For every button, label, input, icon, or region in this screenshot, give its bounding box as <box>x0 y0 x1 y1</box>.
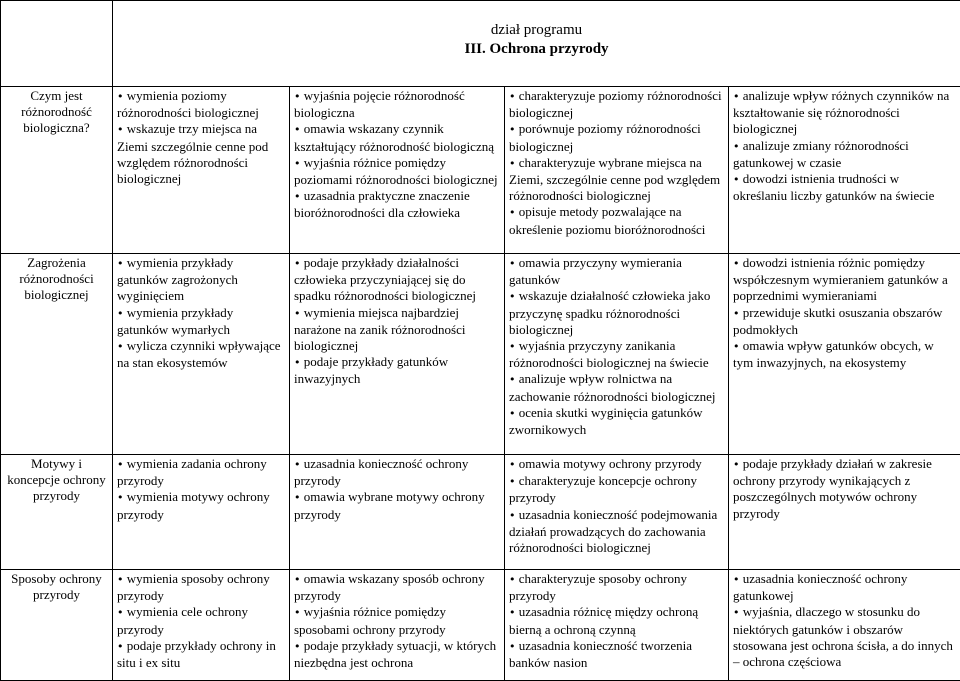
bullet-icon: • <box>733 458 740 471</box>
requirement-text: wymienia cele ochrony przyrody <box>117 604 248 636</box>
requirement-item <box>294 489 500 522</box>
bullet-icon: • <box>294 491 301 504</box>
requirement-item <box>509 638 724 671</box>
requirement-text: dowodzi istnienia trudności w określaniu liczby gatunków na świecie <box>733 171 934 203</box>
requirement-text: uzasadnia praktyczne znaczenie bioróżnorodności dla człowieka <box>294 188 470 220</box>
requirement-text: omawia wskazany czynnik kształtujący różnorodność biologiczną <box>294 121 494 153</box>
requirement-item <box>294 571 500 604</box>
bullet-icon: • <box>117 123 124 136</box>
requirement-item <box>117 638 285 671</box>
requirement-item <box>509 571 724 604</box>
bullet-icon: • <box>733 173 740 186</box>
requirement-text: wymienia sposoby ochrony przyrody <box>117 571 270 603</box>
bullet-icon: • <box>509 475 516 488</box>
requirement-text: podaje przykłady gatunków inwazyjnych <box>294 354 448 386</box>
requirement-item <box>117 489 285 522</box>
requirement-text: omawia wybrane motywy ochrony przyrody <box>294 489 485 521</box>
bullet-icon: • <box>733 573 740 586</box>
requirement-text: wyjaśnia pojęcie różnorodność biologiczna <box>294 88 465 120</box>
requirement-item <box>117 456 285 489</box>
requirement-text: ocenia skutki wyginięcia gatunków zwornikowych <box>509 405 703 437</box>
requirements-cell <box>505 455 729 570</box>
requirements-cell <box>290 570 505 681</box>
requirement-item <box>117 121 285 187</box>
requirement-text: wyjaśnia różnice pomiędzy sposobami ochrony przyrody <box>294 604 446 636</box>
requirement-item <box>117 571 285 604</box>
requirement-text: uzasadnia konieczność tworzenia banków nasion <box>509 638 692 670</box>
requirement-text: podaje przykłady działań w zakresie ochrony przyrody wynikających z poszczególnych motywów ochrony przyrody <box>733 456 932 521</box>
requirement-text: uzasadnia konieczność podejmowania działań prowadzących do zachowania różnorodności biologicznej <box>509 507 717 555</box>
bullet-icon: • <box>294 90 301 103</box>
topic-cell: Sposoby ochrony przyrody <box>1 570 113 681</box>
header-title-cell <box>113 1 960 87</box>
table-row <box>1 87 960 254</box>
bullet-icon: • <box>509 206 516 219</box>
bullet-icon: • <box>294 190 301 203</box>
requirement-item <box>733 456 956 522</box>
requirement-text: wskazuje trzy miejsca na Ziemi szczególnie cenne pod względem różnorodności biologicznej <box>117 121 268 186</box>
requirement-item <box>294 255 500 305</box>
requirement-text: omawia wskazany sposób ochrony przyrody <box>294 571 485 603</box>
requirement-item <box>509 507 724 557</box>
table-header-row <box>1 1 960 87</box>
requirement-text: uzasadnia różnicę między ochroną bierną a ochroną czynną <box>509 604 698 636</box>
requirement-item <box>117 305 285 338</box>
requirement-item <box>509 371 724 404</box>
bullet-icon: • <box>117 340 124 353</box>
topic-cell: Motywy i koncepcje ochrony przyrody <box>1 455 113 570</box>
bullet-icon: • <box>509 373 516 386</box>
requirement-item <box>733 171 956 204</box>
bullet-icon: • <box>733 307 740 320</box>
requirement-item <box>509 88 724 121</box>
requirements-cell <box>290 87 505 254</box>
bullet-icon: • <box>294 123 301 136</box>
topic-cell: Zagrożenia różnorodności biologicznej <box>1 254 113 455</box>
header-line-2: III. Ochrona przyrody <box>117 40 956 59</box>
requirement-item <box>733 571 956 604</box>
requirement-item <box>117 88 285 121</box>
requirement-text: podaje przykłady ochrony in situ i ex situ <box>117 638 276 670</box>
requirement-text: wyjaśnia przyczyny zanikania różnorodności biologicznej na świecie <box>509 338 709 370</box>
bullet-icon: • <box>509 123 516 136</box>
requirement-text: wymienia miejsca najbardziej narażone na zanik różnorodności biologicznej <box>294 305 465 353</box>
requirement-item <box>294 305 500 355</box>
requirement-item <box>294 354 500 387</box>
requirement-item <box>117 338 285 371</box>
requirement-text: wyjaśnia, dlaczego w stosunku do niektórych gatunków i obszarów stosowana jest ochrona ścisła, a do innych – ochrona częściowa <box>733 604 953 669</box>
requirements-cell <box>113 87 290 254</box>
requirements-cell <box>729 254 960 455</box>
table-row <box>1 570 960 681</box>
requirements-cell <box>729 570 960 681</box>
requirement-text: dowodzi istnienia różnic pomiędzy współczesnym wymieraniem gatunków a poprzednimi wymieraniami <box>733 255 948 303</box>
requirement-item <box>117 604 285 637</box>
bullet-icon: • <box>509 257 516 270</box>
bullet-icon: • <box>117 90 124 103</box>
requirement-text: analizuje wpływ rolnictwa na zachowanie różnorodności biologicznej <box>509 371 715 403</box>
bullet-icon: • <box>117 491 124 504</box>
bullet-icon: • <box>509 340 516 353</box>
requirement-item <box>509 456 724 473</box>
requirement-text: wskazuje działalność człowieka jako przyczynę spadku różnorodności biologicznej <box>509 288 710 336</box>
requirement-item <box>509 288 724 338</box>
requirements-cell <box>113 570 290 681</box>
requirement-text: uzasadnia konieczność ochrony przyrody <box>294 456 468 488</box>
requirement-text: charakteryzuje sposoby ochrony przyrody <box>509 571 687 603</box>
bullet-icon: • <box>509 407 516 420</box>
bullet-icon: • <box>509 606 516 619</box>
bullet-icon: • <box>509 90 516 103</box>
header-empty-cell <box>1 1 113 87</box>
requirement-item <box>117 255 285 305</box>
bullet-icon: • <box>733 140 740 153</box>
bullet-icon: • <box>117 257 124 270</box>
requirement-text: omawia przyczyny wymierania gatunków <box>509 255 682 287</box>
requirement-text: wymienia motywy ochrony przyrody <box>117 489 270 521</box>
requirement-text: wylicza czynniki wpływające na stan ekosystemów <box>117 338 281 370</box>
requirement-item <box>733 338 956 371</box>
requirement-text: omawia wpływ gatunków obcych, w tym inwazyjnych, na ekosystemy <box>733 338 934 370</box>
requirement-item <box>509 405 724 438</box>
requirement-item <box>509 473 724 506</box>
requirement-text: przewiduje skutki osuszania obszarów podmokłych <box>733 305 942 337</box>
table-row <box>1 254 960 455</box>
requirements-cell <box>729 87 960 254</box>
bullet-icon: • <box>733 606 740 619</box>
requirements-cell <box>290 455 505 570</box>
bullet-icon: • <box>509 509 516 522</box>
bullet-icon: • <box>733 90 740 103</box>
requirement-text: wymienia przykłady gatunków zagrożonych wyginięciem <box>117 255 238 303</box>
requirement-item <box>294 121 500 154</box>
bullet-icon: • <box>509 573 516 586</box>
bullet-icon: • <box>294 640 301 653</box>
requirements-cell <box>113 254 290 455</box>
requirement-item <box>294 638 500 671</box>
bullet-icon: • <box>294 458 301 471</box>
requirement-text: charakteryzuje koncepcje ochrony przyrody <box>509 473 697 505</box>
requirement-item <box>294 604 500 637</box>
requirement-text: wymienia zadania ochrony przyrody <box>117 456 267 488</box>
requirement-text: uzasadnia konieczność ochrony gatunkowej <box>733 571 907 603</box>
bullet-icon: • <box>509 157 516 170</box>
requirement-text: charakteryzuje wybrane miejsca na Ziemi, szczególnie cenne pod względem różnorodności biologicznej <box>509 155 720 203</box>
requirement-text: opisuje metody pozwalające na określenie poziomu bioróżnorodności <box>509 204 705 236</box>
requirement-item <box>294 155 500 188</box>
requirement-item <box>733 255 956 305</box>
requirement-item <box>509 155 724 205</box>
bullet-icon: • <box>509 640 516 653</box>
requirement-item <box>509 204 724 237</box>
requirement-text: podaje przykłady sytuacji, w których niezbędna jest ochrona <box>294 638 496 670</box>
bullet-icon: • <box>294 356 301 369</box>
bullet-icon: • <box>733 257 740 270</box>
bullet-icon: • <box>117 606 124 619</box>
bullet-icon: • <box>509 290 516 303</box>
requirement-text: charakteryzuje poziomy różnorodności biologicznej <box>509 88 722 120</box>
requirements-cell <box>729 455 960 570</box>
requirement-item <box>294 88 500 121</box>
bullet-icon: • <box>117 307 124 320</box>
bullet-icon: • <box>294 606 301 619</box>
requirement-text: podaje przykłady działalności człowieka przyczyniającej się do spadku różnorodności biologicznej <box>294 255 476 303</box>
requirement-text: wymienia przykłady gatunków wymarłych <box>117 305 233 337</box>
requirement-item <box>733 88 956 138</box>
requirement-text: analizuje zmiany różnorodności gatunkowej w czasie <box>733 138 909 170</box>
requirement-item <box>509 121 724 154</box>
bullet-icon: • <box>117 640 124 653</box>
bullet-icon: • <box>294 257 301 270</box>
table-row <box>1 455 960 570</box>
bullet-icon: • <box>294 307 301 320</box>
bullet-icon: • <box>294 157 301 170</box>
bullet-icon: • <box>117 573 124 586</box>
requirement-text: wymienia poziomy różnorodności biologicznej <box>117 88 259 120</box>
requirement-item <box>733 138 956 171</box>
requirement-text: analizuje wpływ różnych czynników na kształtowanie się różnorodności biologicznej <box>733 88 949 136</box>
requirement-item <box>509 604 724 637</box>
bullet-icon: • <box>509 458 516 471</box>
bullet-icon: • <box>294 573 301 586</box>
requirement-text: porównuje poziomy różnorodności biologicznej <box>509 121 701 153</box>
requirement-item <box>509 255 724 288</box>
requirement-item <box>294 456 500 489</box>
requirements-cell <box>505 570 729 681</box>
requirement-item <box>509 338 724 371</box>
header-line-1: dział programu <box>117 21 956 40</box>
topic-cell: Czym jest różnorodność biologiczna? <box>1 87 113 254</box>
requirement-item <box>294 188 500 221</box>
bullet-icon: • <box>117 458 124 471</box>
bullet-icon: • <box>733 340 740 353</box>
requirement-item <box>733 305 956 338</box>
requirements-cell <box>505 87 729 254</box>
requirements-cell <box>505 254 729 455</box>
requirements-cell <box>290 254 505 455</box>
requirements-cell <box>113 455 290 570</box>
requirement-text: wyjaśnia różnice pomiędzy poziomami różnorodności biologicznej <box>294 155 498 187</box>
requirement-item <box>733 604 956 670</box>
requirement-text: omawia motywy ochrony przyrody <box>519 456 702 471</box>
